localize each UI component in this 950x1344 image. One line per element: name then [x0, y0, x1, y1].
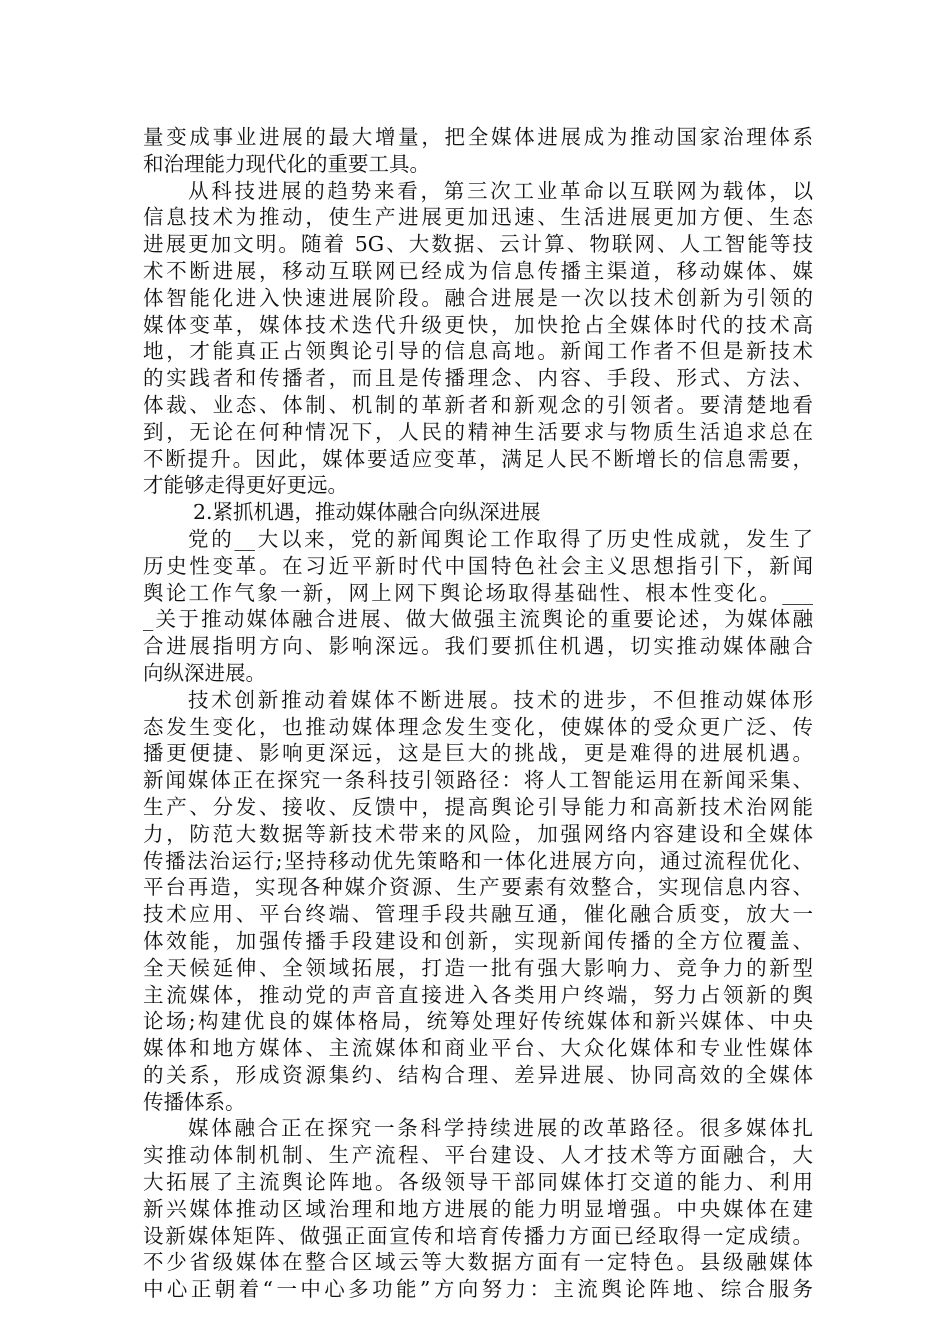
text-line: 党的__大以来，党的新闻舆论工作取得了历史性成就，发生了: [188, 526, 813, 551]
text-line: 从科技进展的趋势来看，第三次工业革命以互联网为载体，以: [188, 178, 813, 203]
text-line: 论场;构建优良的媒体格局，统筹处理好传统媒体和新兴媒体、中央: [143, 1009, 813, 1034]
text-line: 新兴媒体推动区域治理和地方进展的能力明显增强。中央媒体在建: [143, 1196, 813, 1221]
text-line: 体效能，加强传播手段建设和创新，实现新闻传播的全方位覆盖、: [143, 928, 813, 953]
text-line: 传播法治运行;坚持移动优先策略和一体化进展方向，通过流程优化、: [143, 848, 813, 873]
text-line: 的实践者和传播者，而且是传播理念、内容、手段、形式、方法、: [143, 366, 813, 391]
text-line: 平台再造，实现各种媒介资源、生产要素有效整合，实现信息内容、: [143, 875, 813, 900]
text-line: 地，才能真正占领舆论引导的信息高地。新闻工作者不但是新技术: [143, 339, 813, 364]
text-line: 历史性变革。在习近平新时代中国特色社会主义思想指引下，新闻: [143, 553, 813, 578]
text-line: 大拓展了主流舆论阵地。各级领导干部同媒体打交道的能力、利用: [143, 1170, 813, 1195]
text-line: 合进展指明方向、影响深远。我们要抓住机遇，切实推动媒体融合: [143, 634, 813, 659]
text-line: 术不断进展，移动互联网已经成为信息传播主渠道，移动媒体、媒: [143, 258, 813, 283]
document-body: [143, 124, 813, 1303]
text-line: 不断提升。因此，媒体要适应变革，满足人民不断增长的信息需要，: [143, 446, 813, 471]
text-line: 生产、分发、接收、反馈中，提高舆论引导能力和高新技术治网能: [143, 794, 813, 819]
text-line: 实推动体制机制、生产流程、平台建设、人才技术等方面融合，大: [143, 1143, 813, 1168]
text-line: 设新媒体矩阵、做强正面宣传和培育传播力方面已经取得一定成绩。: [143, 1223, 813, 1248]
section-heading: 2.紧抓机遇，推动媒体融合向纵深进展: [193, 500, 541, 525]
text-line: 中心正朝着“一中心多功能”方向努力：主流舆论阵地、综合服务: [143, 1277, 813, 1302]
text-line: 力，防范大数据等新技术带来的风险，加强网络内容建设和全媒体: [143, 821, 813, 846]
text-line: 技术应用、平台终端、管理手段共融互通，催化融合质变，放大一: [143, 902, 813, 927]
text-line: 传播体系。: [143, 1089, 246, 1114]
text-line: 体智能化进入快速进展阶段。融合进展是一次以技术创新为引领的: [143, 285, 813, 310]
text-line: 媒体融合正在探究一条科学持续进展的改革路径。很多媒体扎: [188, 1116, 813, 1141]
text-line: 的关系，形成资源集约、结构合理、差异进展、协同高效的全媒体: [143, 1062, 813, 1087]
text-line: 新闻媒体正在探究一条科技引领路径：将人工智能运用在新闻采集、: [143, 768, 813, 793]
text-line: 体裁、业态、体制、机制的革新者和新观念的引领者。要清楚地看: [143, 392, 813, 417]
text-line: 媒体和地方媒体、主流媒体和商业平台、大众化媒体和专业性媒体: [143, 1036, 813, 1061]
text-line: 舆论工作气象一新，网上网下舆论场取得基础性、根本性变化。___: [143, 580, 813, 605]
text-line: 量变成事业进展的最大增量，把全媒体进展成为推动国家治理体系: [143, 125, 813, 149]
text-line: 才能够走得更好更远。: [143, 473, 348, 498]
text-line: 向纵深进展。: [143, 660, 266, 685]
text-line: 全天候延伸、全领域拓展，打造一批有强大影响力、竞争力的新型: [143, 955, 813, 980]
text-line: 进展更加文明。随着 5G、大数据、云计算、物联网、人工智能等技: [143, 232, 813, 257]
text-line: 播更便捷、影响更深远，这是巨大的挑战，更是难得的进展机遇。: [143, 741, 813, 766]
text-line: 信息技术为推动，使生产进展更加迅速、生活进展更加方便、生态: [143, 205, 813, 230]
text-line: 和治理能力现代化的重要工具。: [143, 151, 430, 176]
text-line: 媒体变革，媒体技术迭代升级更快，加快抢占全媒体时代的技术高: [143, 312, 813, 337]
text-line: 技术创新推动着媒体不断进展。技术的进步，不但推动媒体形: [188, 687, 813, 712]
text-line: 不少省级媒体在整合区域云等大数据方面有一定特色。县级融媒体: [143, 1250, 813, 1275]
text-line: _关于推动媒体融合进展、做大做强主流舆论的重要论述，为媒体融: [143, 607, 813, 632]
text-line: 到，无论在何种情况下，人民的精神生活要求与物质生活追求总在: [143, 419, 813, 444]
text-line: 主流媒体，推动党的声音直接进入各类用户终端，努力占领新的舆: [143, 982, 813, 1007]
text-line: 态发生变化，也推动媒体理念发生变化，使媒体的受众更广泛、传: [143, 714, 813, 739]
